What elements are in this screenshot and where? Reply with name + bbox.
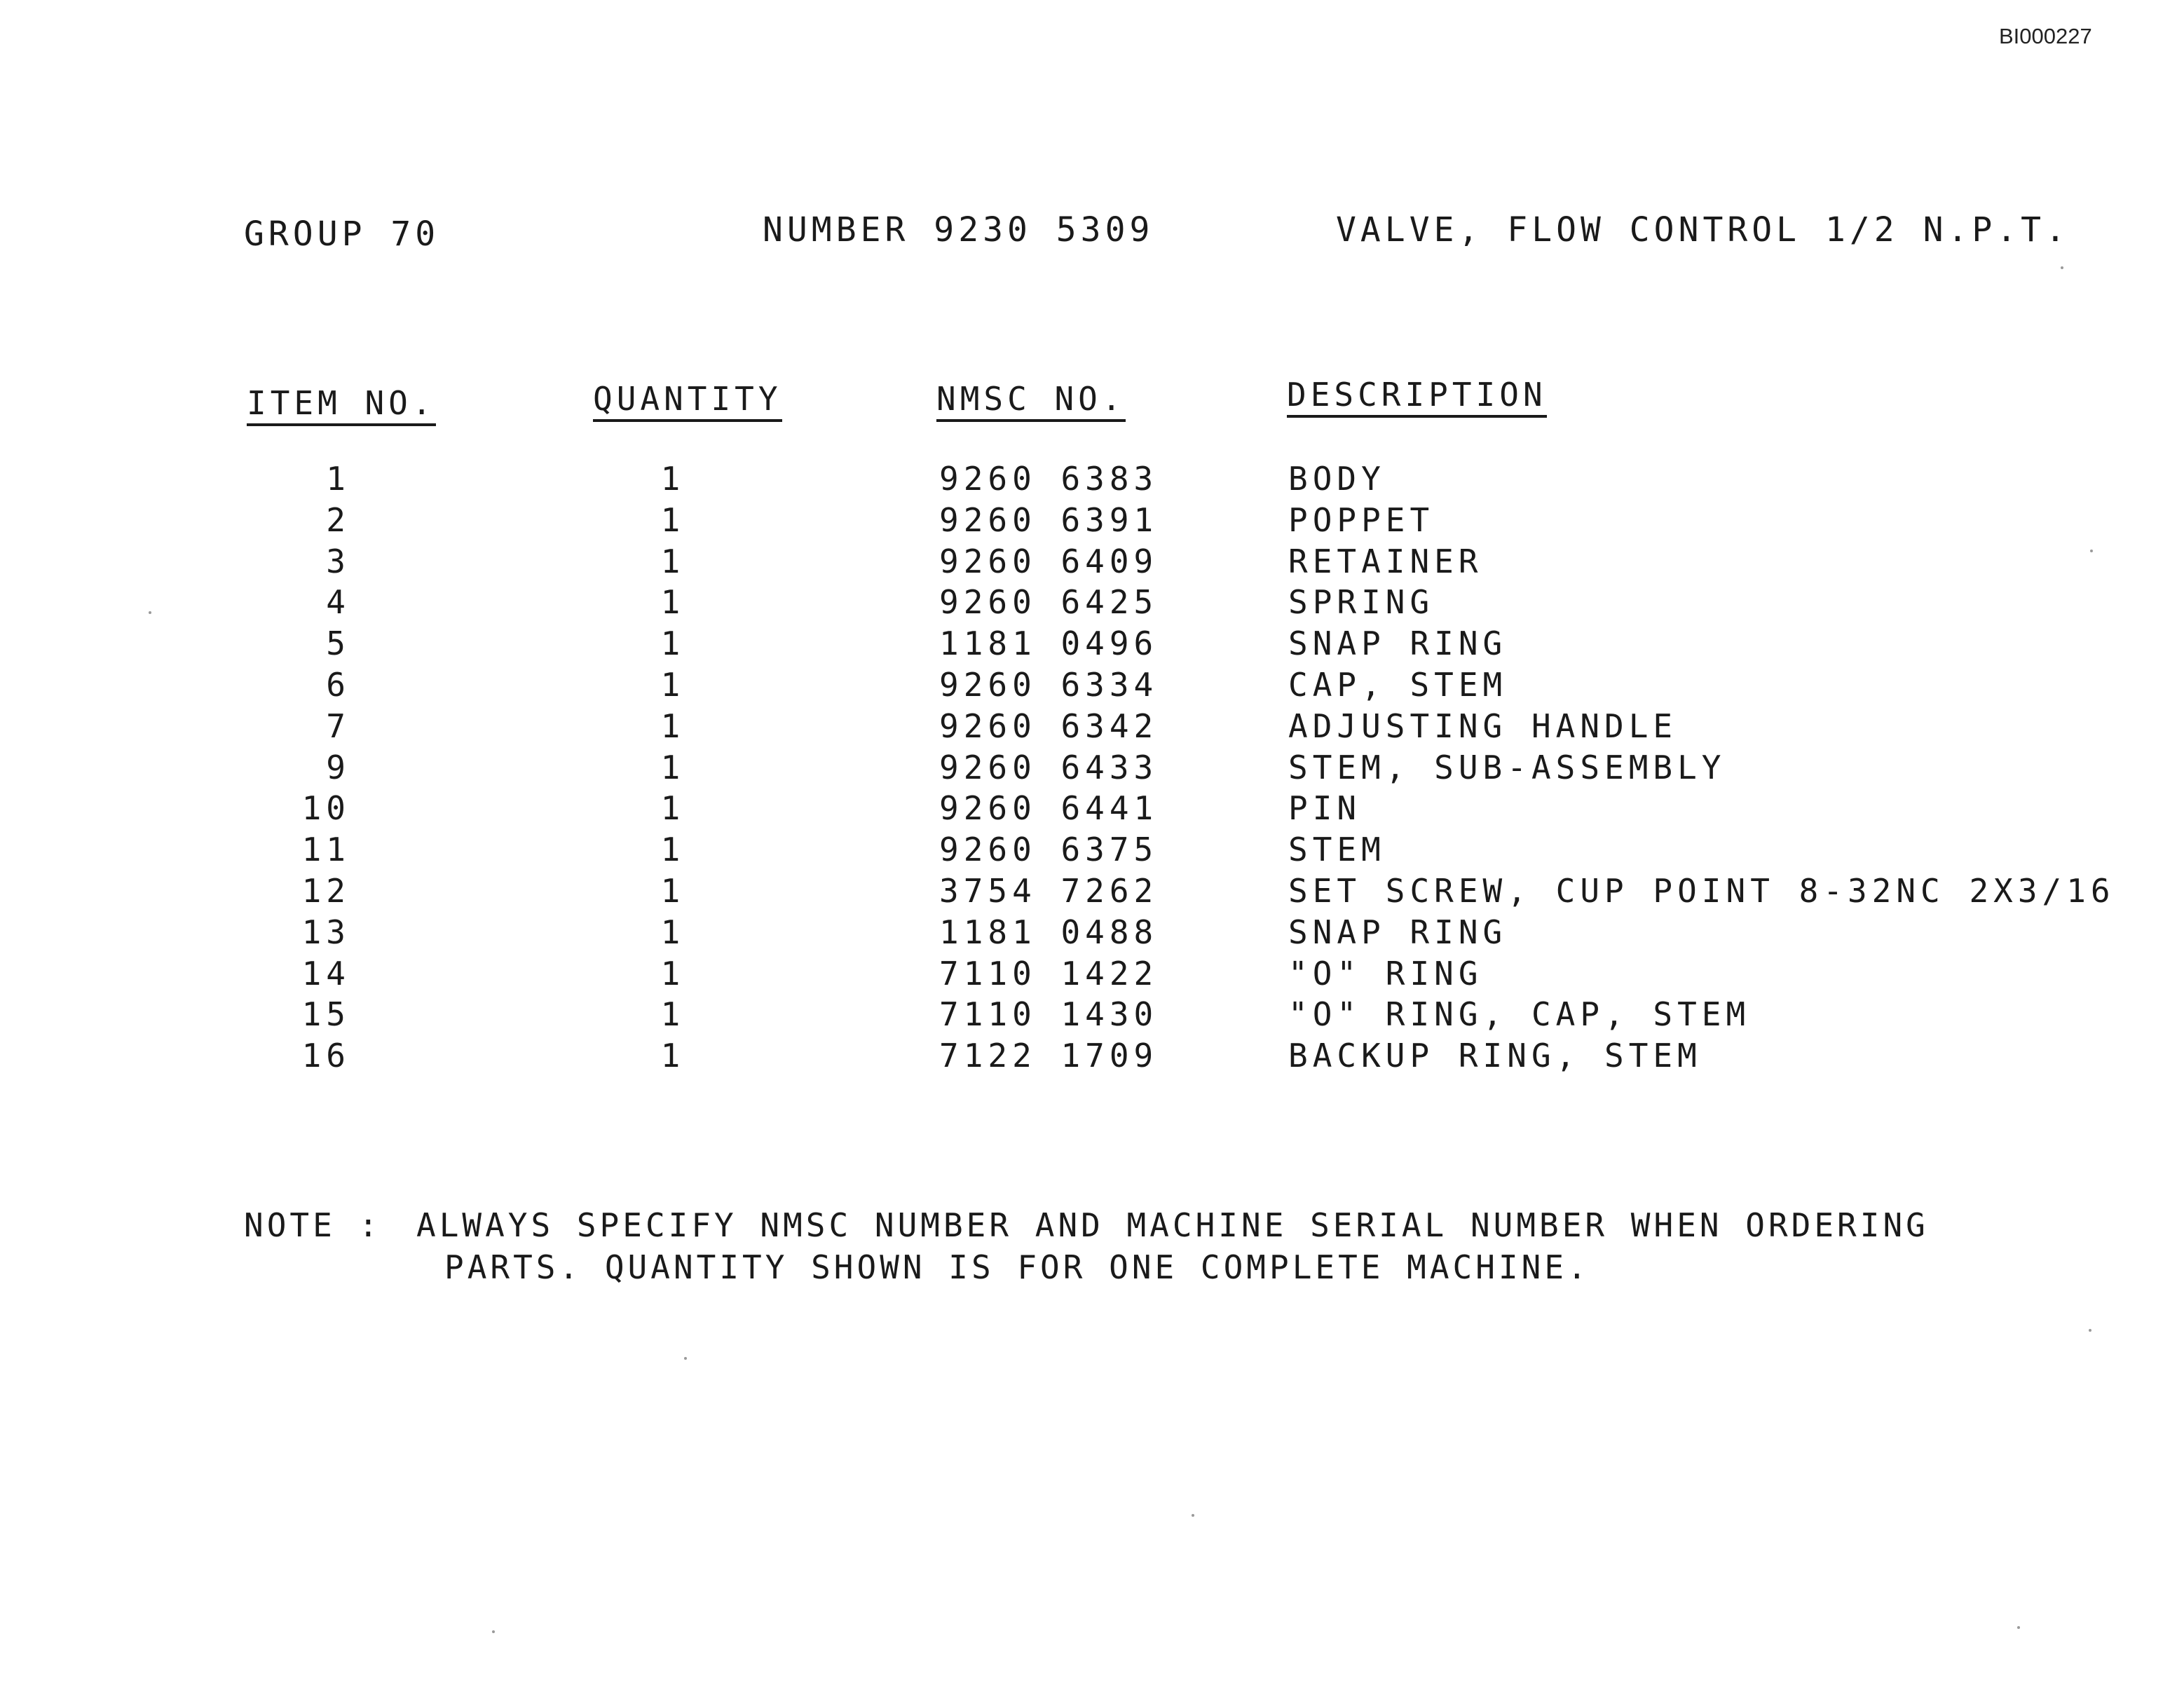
table-row (0, 913, 2184, 955)
item-no-cell: 15 (301, 995, 350, 1034)
quantity-cell: 1 (660, 583, 685, 622)
description-cell: RETAINER (1288, 542, 1483, 580)
nmsc-no-cell: 9260 6375 (939, 831, 1159, 869)
quantity-cell: 1 (660, 871, 685, 910)
table-row (0, 625, 2184, 666)
note-line-1: ALWAYS SPECIFY NMSC NUMBER AND MACHINE SERIAL NUMBER WHEN ORDERING (416, 1206, 1929, 1244)
nmsc-no-cell: 7122 1709 (939, 1037, 1159, 1075)
nmsc-no-cell: 9260 6334 (939, 665, 1159, 704)
quantity-cell: 1 (660, 748, 685, 786)
item-no-cell: 1 (326, 460, 350, 498)
parts-table (0, 460, 2184, 1078)
description-cell: BACKUP RING, STEM (1288, 1037, 1702, 1075)
note-label: NOTE : (244, 1206, 382, 1244)
nmsc-no-cell: 9260 6425 (939, 583, 1159, 622)
item-no-cell: 4 (326, 583, 350, 622)
description-cell: STEM (1288, 831, 1386, 869)
description-cell: SET SCREW, CUP POINT 8-32NC 2X3/16 (1288, 871, 2115, 910)
item-no-cell: 6 (326, 665, 350, 704)
nmsc-no-cell: 9260 6433 (939, 748, 1159, 786)
table-row (0, 666, 2184, 707)
item-no-cell: 2 (326, 500, 350, 539)
table-row (0, 789, 2184, 831)
quantity-cell: 1 (660, 625, 685, 663)
table-row (0, 955, 2184, 996)
nmsc-no-cell: 1181 0496 (939, 625, 1159, 663)
part-number-label: NUMBER 9230 5309 (763, 210, 1154, 250)
table-row (0, 583, 2184, 625)
item-no-cell: 12 (301, 871, 350, 910)
description-cell: BODY (1288, 460, 1386, 498)
column-header-nmsc-no: NMSC NO. (936, 380, 1126, 422)
item-no-cell: 10 (301, 789, 350, 828)
ordering-note (244, 1204, 1929, 1288)
description-cell: "O" RING, CAP, STEM (1288, 995, 1751, 1034)
description-cell: POPPET (1288, 500, 1435, 539)
item-no-cell: 14 (301, 954, 350, 992)
table-row (0, 995, 2184, 1037)
nmsc-no-cell: 1181 0488 (939, 913, 1159, 951)
description-cell: SNAP RING (1288, 625, 1508, 663)
table-row (0, 543, 2184, 584)
nmsc-no-cell: 9260 6342 (939, 707, 1159, 745)
nmsc-no-cell: 7110 1430 (939, 995, 1159, 1034)
item-no-cell: 16 (301, 1037, 350, 1075)
description-cell: "O" RING (1288, 954, 1483, 992)
description-cell: ADJUSTING HANDLE (1288, 707, 1678, 745)
description-cell: SPRING (1288, 583, 1435, 622)
item-no-cell: 7 (326, 707, 350, 745)
quantity-cell: 1 (660, 460, 685, 498)
table-row (0, 872, 2184, 913)
note-line-2: PARTS. QUANTITY SHOWN IS FOR ONE COMPLETE MACHINE. (444, 1248, 1590, 1286)
description-cell: STEM, SUB-ASSEMBLY (1288, 748, 1726, 786)
description-cell: CAP, STEM (1288, 665, 1508, 704)
quantity-cell: 1 (660, 789, 685, 828)
quantity-cell: 1 (660, 913, 685, 951)
part-title: VALVE, FLOW CONTROL 1/2 N.P.T. (1336, 210, 2070, 250)
item-no-cell: 9 (326, 748, 350, 786)
item-no-cell: 13 (301, 913, 350, 951)
quantity-cell: 1 (660, 954, 685, 992)
column-header-description: DESCRIPTION (1287, 376, 1547, 418)
document-id: BI000227 (1999, 24, 2092, 48)
quantity-cell: 1 (660, 831, 685, 869)
table-row (0, 707, 2184, 749)
description-cell: SNAP RING (1288, 913, 1508, 951)
nmsc-no-cell: 7110 1422 (939, 954, 1159, 992)
table-row (0, 501, 2184, 543)
nmsc-no-cell: 9260 6409 (939, 542, 1159, 580)
quantity-cell: 1 (660, 542, 685, 580)
quantity-cell: 1 (660, 665, 685, 704)
table-row (0, 1037, 2184, 1078)
table-row (0, 749, 2184, 790)
item-no-cell: 5 (326, 625, 350, 663)
quantity-cell: 1 (660, 1037, 685, 1075)
item-no-cell: 3 (326, 542, 350, 580)
group-label: GROUP 70 (244, 214, 440, 254)
table-row (0, 831, 2184, 872)
nmsc-no-cell: 9260 6383 (939, 460, 1159, 498)
table-row (0, 460, 2184, 501)
quantity-cell: 1 (660, 995, 685, 1034)
description-cell: PIN (1288, 789, 1362, 828)
item-no-cell: 11 (301, 831, 350, 869)
nmsc-no-cell: 9260 6441 (939, 789, 1159, 828)
nmsc-no-cell: 3754 7262 (939, 871, 1159, 910)
column-header-quantity: QUANTITY (593, 380, 782, 422)
quantity-cell: 1 (660, 500, 685, 539)
quantity-cell: 1 (660, 707, 685, 745)
column-header-item-no: ITEM NO. (247, 384, 436, 426)
nmsc-no-cell: 9260 6391 (939, 500, 1159, 539)
